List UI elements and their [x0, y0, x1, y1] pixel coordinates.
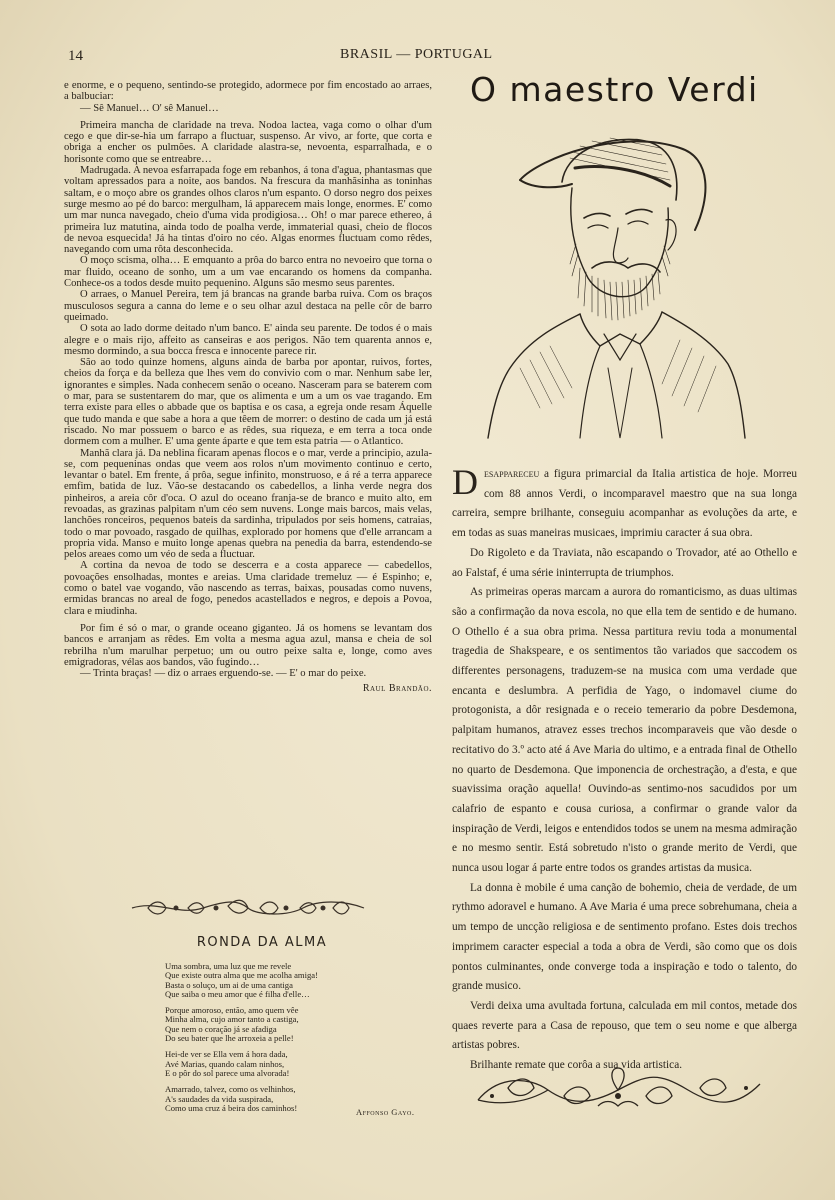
story-signature: Raul Brandão.	[362, 683, 432, 695]
article-title: O maestro Verdi	[470, 70, 759, 109]
article-first-words: esappareceu	[484, 468, 540, 480]
article-paragraph: La donna è mobile é uma canção de bohemio, cheia de verdade, de um rythmo adoravel e humano. A Ave Maria é uma prece sobrehumana, cheia a um tempo de uncção religiosa e de sentimento profano. Estes dois trechos imprimem caracter especial a toda a obra de Verdi, são como que os dois pontos culminantes, onde converge toda a inspiração e todo o talento, do grande musico.	[452, 881, 797, 993]
left-story-column	[64, 80, 432, 695]
poem-line: Que saiba o meu amor que é filha d'elle…	[165, 988, 310, 999]
poem-line: Como uma cruz á beira dos caminhos!	[165, 1102, 298, 1113]
poem-line: Avé Marias, quando calam ninhos,	[165, 1058, 285, 1069]
article-paragraph: Desappareceu a figura primarcial da Italia artistica de hoje. Morreu com 88 annos Verdi, o incomparavel maestro que na sua longa carreira, sempre brilhante, conseguiu acompanhar as evoluções da arte, e em todas as suas maneiras musicaes, imprimiu caracter á sua obra.	[452, 462, 797, 540]
story-paragraph: São ao todo quinze homens, alguns ainda de barba por apontar, ruivos, fortes, cheios da força e da belleza que lhes vem do convivio com o mar. Nenhum sabe ler, ignorantes e simples. Nada conhecem senão o oceano. Nasceram para se baterem com o mar, para se sustentarem do mar, que os alimenta e um a um os vae tragando. Em terra existe para elles o abbade que os baptisa e os casa, a egreja onde resam Áquelle que tudo manda e que sabe a hora a que têem de morrer: o destino de cada um já está riscado. No mar possuem o barco e as rêdes, sua riqueza, e em terra a toca onde dormem com a mulher. E' uma gente áparte e que tem esta patria — o Atlantico.	[64, 357, 432, 448]
story-paragraph: Madrugada. A nevoa esfarrapada foge em rebanhos, á tona d'agua, phantasmas que voltam apressados para a noite, aos bandos. Na frescura da manhãsinha as toninhas saltam, e o moço abre os grandes olhos claros n'um espanto. O dorso negro dos peixes surge mesmo ao pé do barco: mergulham, lá apparecem mais longe, enormes. E' como um mar nunca navegado, cheio d'uma vida prodigiosa… Oh! o mar parece ethereo, á primeira luz matutina, ainda todo de poalha verde, immaterial quasi, cheio de flocos de nevoa esquecida! Já ha tintas d'oiro no céo. Algas enormes fluctuam como rêdes, navegando com uma rôta desconhecida.	[64, 165, 432, 256]
article-paragraph: As primeiras operas marcam a aurora do romanticismo, as duas ultimas são a confirmação da nova escola, no que ella tem de sentido e de humano. O Othello é a sua obra prima. Nessa partitura reviu toda a monumental tragedia de Shakspeare, e os sentimentos tão variados que saccodem os differentes personagens, traduzem-se na musica com uma verdade que encanta e deslumbra. A perfidia de Yago, o indomavel ciume do protogonista, a dôr resignada e o receio temerario da pobre Desdemona, palpitam humanos, atravez esses trechos incomparaveis que vão desde o recitativo do 3.º acto até á Ave Maria do ultimo, e a entrada final de Othello no quarto de Desdemona. Que imponencia de orchestração, a d'esta, e que suavissima oração aquella! Ouvindo-as sentimo-nos sacudidos por um calafrio de espanto e cousa curiosa, a confirmar o grande valor da inspiração de Verdi, leigos e entendidos todos se unem na mesma admiração e no mesmo sentir. Está sobretudo n'isto o grande merito de Verdi, que nunca usou logar á parte entre todos os grandes artistas da musica.	[452, 586, 797, 875]
article-paragraph: Do Rigoleto e da Traviata, não escapando o Trovador, até ao Othello e ao Falstaf, é uma série ininterrupta de triumphos.	[452, 546, 797, 579]
poem-line: Porque amoroso, então, amo quem vêe	[165, 1005, 299, 1016]
story-paragraph: O sota ao lado dorme deitado n'um banco. E' ainda seu parente. De todos é o mais alegre e o mais rijo, affeito as canseiras e aos perigos. Não tem quarenta annos e, mesmo dormindo, a sua bocca fresca e innocente parece rir.	[64, 323, 432, 357]
story-paragraph: — Sê Manuel… O' sê Manuel…	[80, 102, 219, 114]
poem-line: Hei-de ver se Ella vem á hora dada,	[165, 1049, 288, 1060]
article-body	[452, 462, 797, 1076]
poem-line: Que nem o coração já se afadiga	[165, 1023, 277, 1034]
poem-line: Uma sombra, uma luz que me revele	[165, 961, 292, 971]
story-paragraph: Por fim é só o mar, o grande oceano giganteo. Já os homens se levantam dos bancos e arranjam as rêdes. Em volta a mesma agua azul, mansa e cheia de sol rebrilha n'um marulhar perpetuo; um ou outro peixe salta e, longe, como aves emigradoras, vélas aos bandos, vão fugindo…	[64, 622, 432, 668]
poem-stanza	[165, 1006, 365, 1043]
poem-line: Basta o soluço, um ai de uma cantiga	[165, 979, 293, 990]
ornament-scroll-icon	[468, 1066, 768, 1114]
poem-line: Amarrado, talvez, como os velhinhos,	[165, 1084, 296, 1095]
verdi-portrait-icon	[480, 128, 750, 440]
poem-line: Que existe outra alma que me acolha amiga!	[165, 970, 318, 981]
story-paragraph: O moço scisma, olha… E emquanto a prôa do barco entra no nevoeiro que torna o mar fluido, oceano de sonho, um a um vae encarando os homens da companha. Conhece-os a todos desde muito pequenino. Alguns são mesmo seus parentes.	[64, 255, 432, 290]
story-paragraph: Manhã clara já. Da neblina ficaram apenas flocos e o mar, verde a principio, azula-se, com pequeninas ondas que veem aos rolos n'um movimento continuo e certo, levantar o batel. Em frente, á prôa, segue infinito, monstruoso, e á ré a terra apparece emfim, batida de luz. Vão-se destacando os cabedellos, a linha verde negra dos pinheiros, a areia côr d'oca. O azul do oceano franja-se de branco e muito alto, em revoadas, as grazinas palpitam n'um céo sem nuvens. Longe mais barcos, mais velas, lanchões ronceiros, pequenos bateis da sardinha, tripulados por seis homens, catraias, todo o mar povoado, rasgado de quilhas, explorado por homens que d'elle arrancam a propria vida. Manso e muito longe apenas quebra na penedia da barra, estendendo-se pelos areaes como um véo de seda a fluctuar.	[64, 447, 432, 561]
ornament-divider-icon	[128, 896, 368, 920]
poem-author: Affonso Gayo.	[356, 1107, 415, 1117]
poem-stanza	[165, 1050, 365, 1078]
poem-stanza	[165, 1085, 365, 1113]
page-number: 14	[68, 48, 83, 64]
article-paragraph: Brilhante remate que corôa a sua vida artistica.	[470, 1059, 683, 1072]
story-paragraph: — Trinta braças! — diz o arraes erguendo-se. — E' o mar do peixe.	[80, 668, 367, 680]
poem-stanza	[165, 962, 365, 999]
story-paragraph: e enorme, e o pequeno, sentindo-se protegido, adormece por fim encostado ao arraes, a balbuciar:	[64, 80, 432, 103]
story-paragraph: A cortina da nevoa de todo se descerra e a costa apparece — cabedellos, povoações ensolhadas, montes e areias. Uma claridade tremeluz — é Espinho; e, como o batel vae vogando, vão nascendo as terras, baixas, pousadas como nuvens, ermidas brancas no areal de fogo, penedos acastellados e negros, e depois a Povoa, clara e miudinha.	[64, 560, 432, 617]
poem-title: RONDA DA ALMA	[196, 935, 328, 950]
poem-line: E o pôr do sol parece uma alvorada!	[165, 1067, 290, 1078]
drop-cap: D	[452, 462, 478, 502]
running-title: BRASIL — PORTUGAL	[340, 47, 493, 62]
poem-line: Minha alma, cujo amor tanto a castiga,	[165, 1014, 299, 1025]
article-paragraph: Verdi deixa uma avultada fortuna, calculada em mil contos, metade dos quaes reverte para a Casa de repouso, que tem o seu nome e que alberga artistas pobres.	[452, 999, 797, 1052]
story-paragraph: Primeira mancha de claridade na treva. Nodoa lactea, vaga como o olhar d'um cego e que dir-se-hia um farrapo a fluctuar, suspenso. Ar vivo, ar forte, que corta e obriga a encher os pulmões. A claridade alastra-se, nevoenta, esparralhada, e o horisonte como que se entreabre…	[64, 119, 432, 165]
poem-body	[165, 962, 365, 1120]
poem-line: Do seu bater que lhe arroxeia a pelle!	[165, 1033, 294, 1044]
story-paragraph: O arraes, o Manuel Pereira, tem já brancas na grande barba ruiva. Com os braços musculosos segura a canna do leme e o seu olhar azul destaca na pelle côr de barro queimado.	[64, 289, 432, 323]
poem-line: A's saudades da vida suspirada,	[165, 1093, 274, 1104]
